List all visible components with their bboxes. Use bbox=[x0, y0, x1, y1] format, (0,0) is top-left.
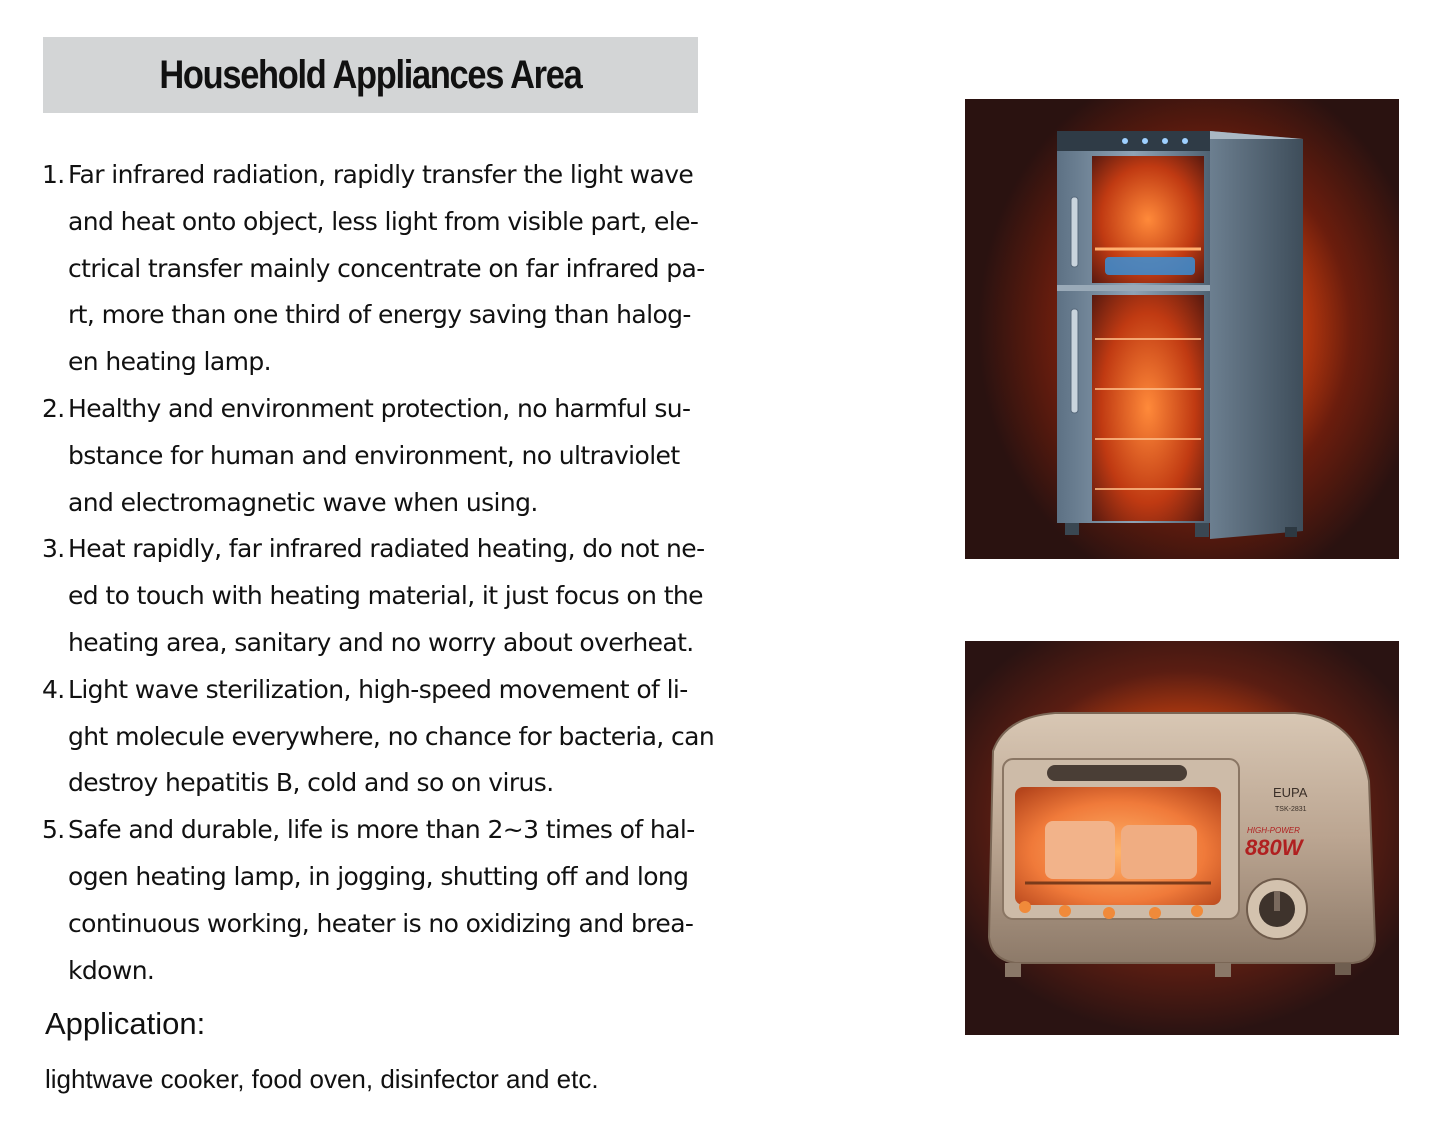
feature-number: 1. bbox=[42, 160, 65, 189]
feature-line: and electromagnetic wave when using. bbox=[68, 487, 538, 517]
feature-line: Heat rapidly, far infrared radiated heating, do not ne- bbox=[68, 534, 705, 564]
disinfection-cabinet-icon bbox=[965, 99, 1399, 559]
feature-line: heating area, sanitary and no worry about overheat. bbox=[68, 627, 694, 657]
feature-line: and heat onto object, less light from visible part, ele- bbox=[68, 206, 699, 236]
feature-item-4 bbox=[42, 667, 762, 807]
feature-line: ogen heating lamp, in jogging, shutting off and long bbox=[68, 861, 689, 891]
cabinet-photo bbox=[965, 99, 1399, 559]
feature-line: ght molecule everywhere, no chance for bacteria, can bbox=[68, 721, 715, 751]
application-text: lightwave cooker, food oven, disinfector and etc. bbox=[45, 1064, 599, 1094]
feature-line: bstance for human and environment, no ultraviolet bbox=[68, 440, 680, 470]
feature-number: 4. bbox=[42, 674, 65, 704]
feature-line: Far infrared radiation, rapidly transfer the light wave bbox=[68, 160, 694, 189]
feature-line: Safe and durable, life is more than 2~3 times of hal- bbox=[68, 815, 695, 845]
oven-photo bbox=[965, 641, 1399, 1035]
feature-line: en heating lamp. bbox=[68, 347, 271, 377]
application-heading: Application: bbox=[45, 1006, 206, 1041]
feature-number: 3. bbox=[42, 534, 65, 564]
oven-power-label: HIGH-POWER bbox=[1247, 826, 1300, 835]
feature-line: ctrical transfer mainly concentrate on far infrared pa- bbox=[68, 253, 705, 283]
feature-line: kdown. bbox=[68, 955, 155, 985]
toaster-oven-icon bbox=[965, 641, 1399, 1035]
feature-line: Healthy and environment protection, no harmful su- bbox=[68, 393, 691, 423]
feature-line: rt, more than one third of energy saving than halog- bbox=[68, 300, 691, 330]
feature-item-1 bbox=[42, 152, 762, 386]
oven-wattage: 880W bbox=[1245, 835, 1303, 860]
feature-line: continuous working, heater is no oxidizing and brea- bbox=[68, 908, 694, 938]
page-title: Household Appliances Area bbox=[159, 52, 582, 97]
feature-line: destroy hepatitis B, cold and so on virus. bbox=[68, 768, 554, 798]
feature-item-5 bbox=[42, 807, 762, 994]
feature-number: 5. bbox=[42, 815, 65, 845]
feature-list bbox=[42, 152, 762, 994]
feature-line: Light wave sterilization, high-speed movement of li- bbox=[68, 674, 688, 704]
oven-model: TSK-2831 bbox=[1275, 806, 1307, 813]
feature-line: ed to touch with heating material, it just focus on the bbox=[68, 581, 703, 611]
feature-item-3 bbox=[42, 526, 762, 666]
header-banner bbox=[43, 37, 698, 113]
oven-brand: EUPA bbox=[1273, 785, 1308, 800]
feature-item-2 bbox=[42, 386, 762, 526]
feature-number: 2. bbox=[42, 393, 65, 423]
